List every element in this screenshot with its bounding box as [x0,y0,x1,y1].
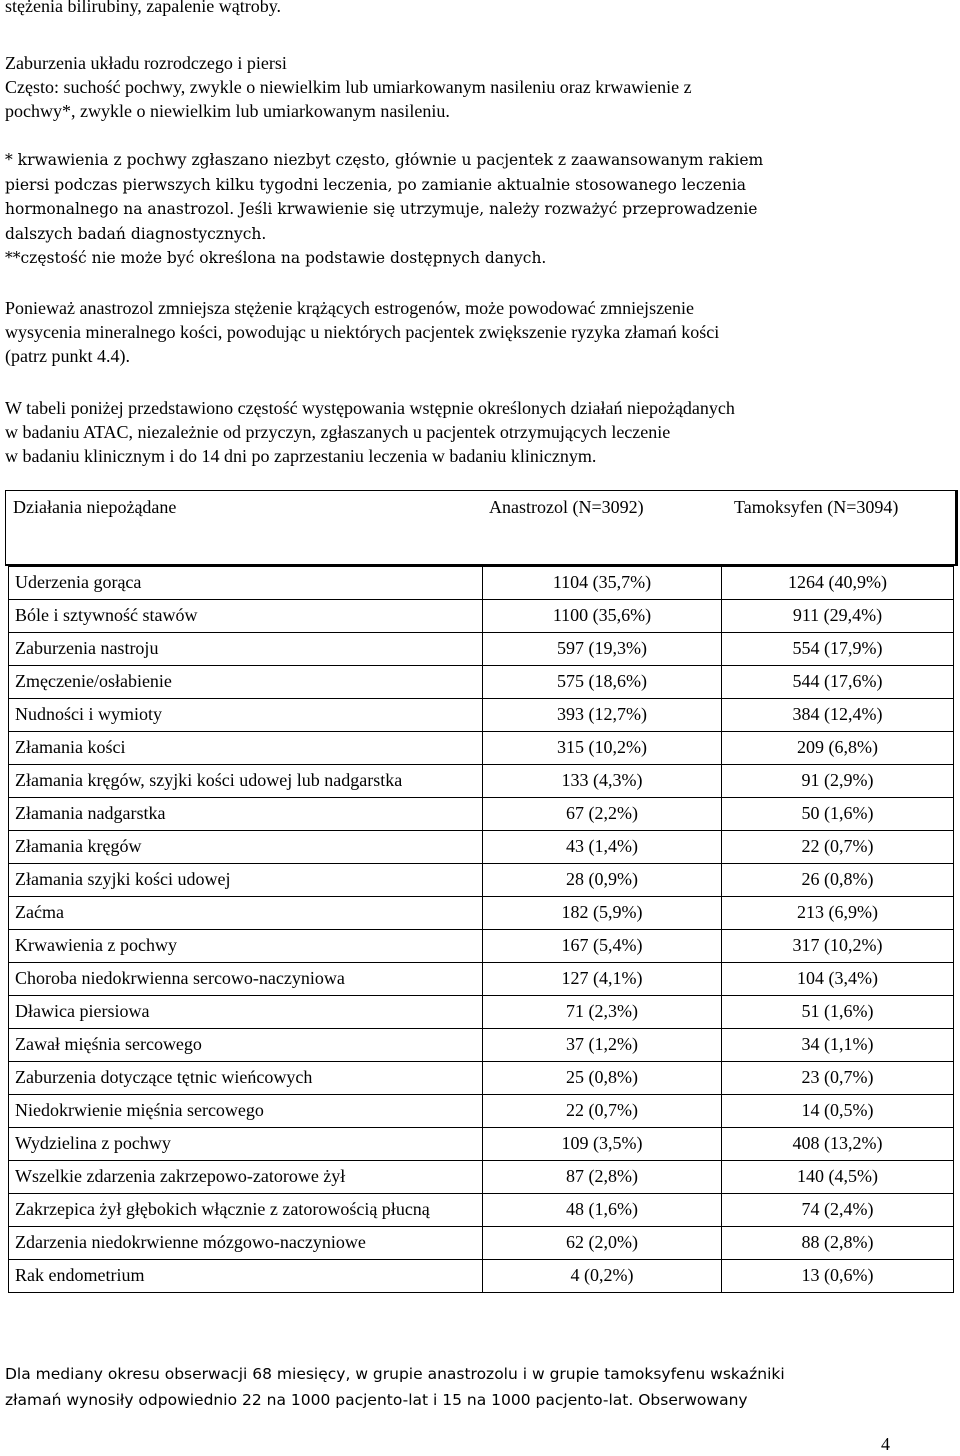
cell-anastrozole: 1104 (35,7%) [483,567,722,600]
table-row [9,1095,954,1128]
header-tamoxifen: Tamoksyfen (N=3094) [734,497,899,517]
cell-adverse-event: Wydzielina z pochwy [9,1128,483,1161]
table-row [9,1260,954,1293]
cell-anastrozole: 67 (2,2%) [483,798,722,831]
section-body: Często: suchość pochwy, zwykle o niewielkim lub umiarkowanym nasileniu oraz krwawienie z pochwy*, zwykle o niewielkim lub umiarkowanym nasileniu. [5,77,692,121]
cell-tamoxifen: 22 (0,7%) [722,831,954,864]
cell-tamoxifen: 13 (0,6%) [722,1260,954,1293]
adverse-events-table [8,566,954,1293]
cell-anastrozole: 167 (5,4%) [483,930,722,963]
cell-adverse-event: Złamania kręgów [9,831,483,864]
cell-anastrozole: 597 (19,3%) [483,633,722,666]
table-row [9,633,954,666]
cell-tamoxifen: 317 (10,2%) [722,930,954,963]
cell-tamoxifen: 213 (6,9%) [722,897,954,930]
paragraph-table-intro: W tabeli poniżej przedstawiono częstość występowania wstępnie określonych działań niepożądanych w badaniu ATAC, niezależnie od przyczyn, zgłaszanych u pacjentek otrzymujących leczenie w badaniu klinicznym i do 14 dni po zaprzestaniu leczenia w badaniu klinicznym. [5,398,735,466]
cell-anastrozole: 315 (10,2%) [483,732,722,765]
table-header [5,490,958,566]
table-row [9,1194,954,1227]
cell-adverse-event: Złamania nadgarstka [9,798,483,831]
table-row [9,567,954,600]
cell-anastrozole: 48 (1,6%) [483,1194,722,1227]
continuation-line: stężenia bilirubiny, zapalenie wątroby. [5,0,282,16]
cell-anastrozole: 87 (2,8%) [483,1161,722,1194]
paragraph-bone-density: Ponieważ anastrozol zmniejsza stężenie krążących estrogenów, może powodować zmniejszenie wysycenia mineralnego kości, powodując u niektórych pacjentek zwiększenie ryzyka złamań kości (patrz punkt 4.4). [5,298,720,366]
cell-adverse-event: Rak endometrium [9,1260,483,1293]
cell-adverse-event: Złamania szyjki kości udowej [9,864,483,897]
cell-anastrozole: 1100 (35,6%) [483,600,722,633]
table-row [9,1029,954,1062]
cell-tamoxifen: 140 (4,5%) [722,1161,954,1194]
page-number: 4 [881,1434,890,1454]
cell-adverse-event: Niedokrwienie mięśnia sercowego [9,1095,483,1128]
cell-adverse-event: Wszelkie zdarzenia zakrzepowo-zatorowe żył [9,1161,483,1194]
cell-anastrozole: 575 (18,6%) [483,666,722,699]
cell-tamoxifen: 544 (17,6%) [722,666,954,699]
cell-anastrozole: 25 (0,8%) [483,1062,722,1095]
table-row [9,897,954,930]
cell-adverse-event: Krwawienia z pochwy [9,930,483,963]
cell-tamoxifen: 50 (1,6%) [722,798,954,831]
table-row [9,699,954,732]
cell-adverse-event: Zaćma [9,897,483,930]
cell-adverse-event: Złamania kości [9,732,483,765]
cell-tamoxifen: 104 (3,4%) [722,963,954,996]
cell-adverse-event: Dławica piersiowa [9,996,483,1029]
cell-anastrozole: 133 (4,3%) [483,765,722,798]
cell-tamoxifen: 34 (1,1%) [722,1029,954,1062]
cell-tamoxifen: 14 (0,5%) [722,1095,954,1128]
cell-adverse-event: Nudności i wymioty [9,699,483,732]
cell-adverse-event: Zmęczenie/osłabienie [9,666,483,699]
table-row [9,1128,954,1161]
cell-tamoxifen: 408 (13,2%) [722,1128,954,1161]
table-row [9,765,954,798]
cell-adverse-event: Zaburzenia dotyczące tętnic wieńcowych [9,1062,483,1095]
cell-anastrozole: 28 (0,9%) [483,864,722,897]
cell-tamoxifen: 209 (6,8%) [722,732,954,765]
footnote: * krwawienia z pochwy zgłaszano niezbyt często, głównie u pacjentek z zaawansowanym rakiem piersi podczas pierwszych kilku tygodni leczenia, po zamianie aktualnie stosowanego leczenia hormonalnego na anastrozol. Jeśli krwawienie się utrzymuje, należy rozważyć przeprowadzenie dalszych badań diagnostycznych. **częstość nie może być określona na podstawie dostępnych danych. [5,151,764,267]
cell-anastrozole: 71 (2,3%) [483,996,722,1029]
cell-anastrozole: 4 (0,2%) [483,1260,722,1293]
cell-adverse-event: Zakrzepica żył głębokich włącznie z zatorowością płucną [9,1194,483,1227]
table-row [9,963,954,996]
cell-adverse-event: Bóle i sztywność stawów [9,600,483,633]
cell-adverse-event: Uderzenia gorąca [9,567,483,600]
cell-anastrozole: 109 (3,5%) [483,1128,722,1161]
cell-tamoxifen: 554 (17,9%) [722,633,954,666]
cell-anastrozole: 62 (2,0%) [483,1227,722,1260]
table-row [9,732,954,765]
cell-tamoxifen: 88 (2,8%) [722,1227,954,1260]
table-row [9,930,954,963]
header-adverse-events: Działania niepożądane [13,497,177,517]
table-row [9,996,954,1029]
table-row [9,666,954,699]
table-row [9,1161,954,1194]
section-heading: Zaburzenia układu rozrodczego i piersi [5,53,287,73]
cell-tamoxifen: 384 (12,4%) [722,699,954,732]
cell-anastrozole: 127 (4,1%) [483,963,722,996]
cell-adverse-event: Zaburzenia nastroju [9,633,483,666]
cell-adverse-event: Choroba niedokrwienna sercowo-naczyniowa [9,963,483,996]
table-row [9,1062,954,1095]
cell-tamoxifen: 23 (0,7%) [722,1062,954,1095]
cell-tamoxifen: 74 (2,4%) [722,1194,954,1227]
table-row [9,600,954,633]
cell-tamoxifen: 51 (1,6%) [722,996,954,1029]
table-row [9,864,954,897]
table-row [9,1227,954,1260]
cell-tamoxifen: 911 (29,4%) [722,600,954,633]
cell-adverse-event: Zdarzenia niedokrwienne mózgowo-naczyniowe [9,1227,483,1260]
cell-tamoxifen: 91 (2,9%) [722,765,954,798]
cell-anastrozole: 43 (1,4%) [483,831,722,864]
header-anastrozole: Anastrozol (N=3092) [489,497,644,517]
bottom-paragraph: Dla mediany okresu obserwacji 68 miesięcy, w grupie anastrozolu i w grupie tamoksyfenu wskaźniki złamań wynosiły odpowiednio 22 na 1000 pacjento-lat i 15 na 1000 pacjento-lat. Obserwowany [5,1365,785,1409]
cell-anastrozole: 37 (1,2%) [483,1029,722,1062]
cell-anastrozole: 182 (5,9%) [483,897,722,930]
cell-tamoxifen: 1264 (40,9%) [722,567,954,600]
cell-adverse-event: Złamania kręgów, szyjki kości udowej lub nadgarstka [9,765,483,798]
cell-anastrozole: 22 (0,7%) [483,1095,722,1128]
cell-adverse-event: Zawał mięśnia sercowego [9,1029,483,1062]
table-row [9,798,954,831]
cell-anastrozole: 393 (12,7%) [483,699,722,732]
cell-tamoxifen: 26 (0,8%) [722,864,954,897]
table-row [9,831,954,864]
